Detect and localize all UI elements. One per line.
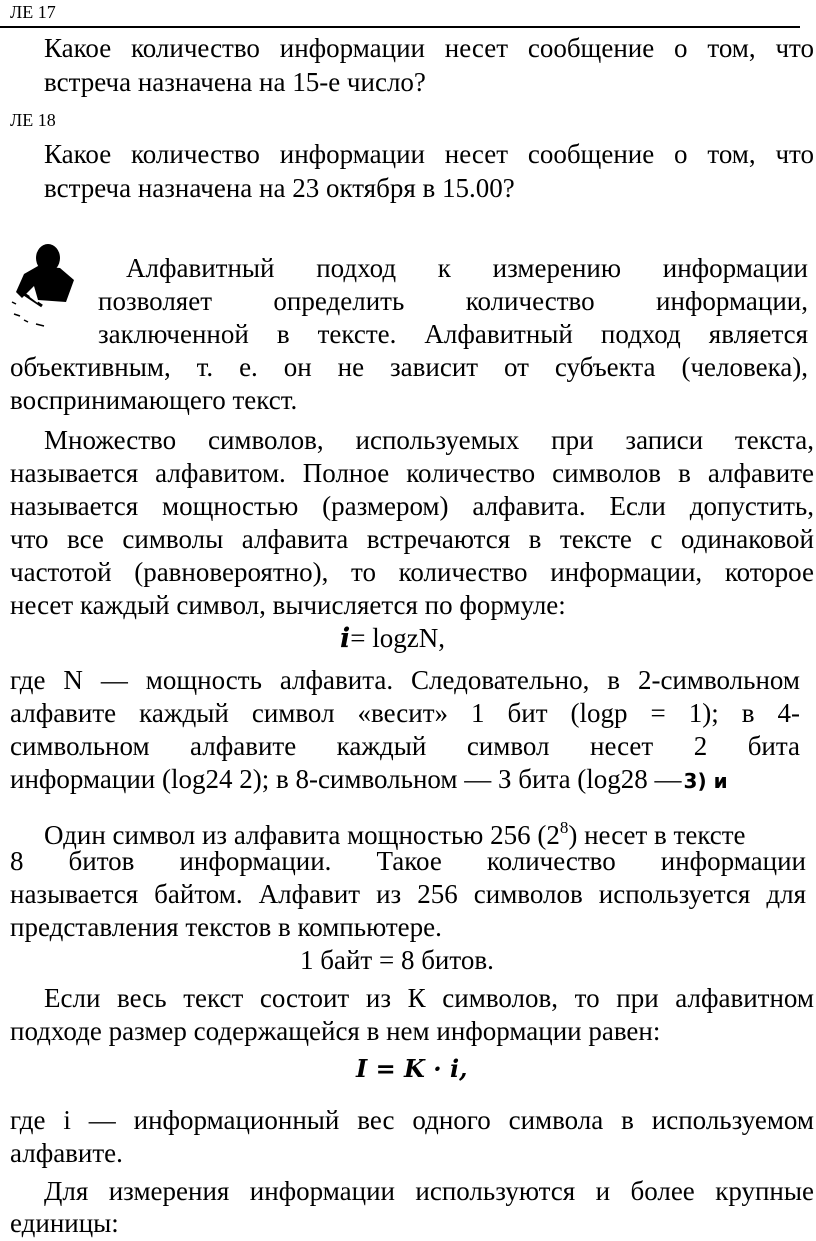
para-byte-line1-pre: Один символ из алфавита мощностью 256 (2	[44, 820, 560, 850]
para-i-line2: алфавите.	[10, 1138, 123, 1168]
para-byte-line2: 8 битов информации. Такое количество информации	[10, 846, 806, 876]
le17-question-line2: встреча назначена на 15-е число?	[44, 67, 426, 97]
formula-information-per-symbol	[340, 622, 445, 655]
person-writing-icon	[8, 240, 80, 332]
le17-question-line1: Какое количество информации несет сообщение о том, что	[44, 33, 814, 63]
para-byte-line1-post: ) несет в тексте	[568, 820, 746, 850]
alphabet-intro-line5: воспринимающего текст.	[10, 385, 298, 415]
para-set-line1: Множество символов, используемых при записи текста,	[44, 425, 814, 455]
formula-var-i: i	[340, 623, 351, 654]
para-where-line2: алфавите каждый символ «весит» 1 бит (logp = 1); в 4-	[10, 698, 800, 728]
para-byte-line3: называется байтом. Алфавит из 256 символов используется для	[10, 879, 806, 909]
para-k-line2: подходе размер содержащейся в нем информации равен:	[10, 1016, 661, 1046]
le17-label: ЛЕ 17	[10, 2, 56, 22]
header-rule	[0, 26, 800, 28]
para-where-line4-main: информации (log24 2); в 8-символьном — З бита (log28 —	[10, 764, 682, 794]
alphabet-intro-line4: объективным, т. е. он не зависит от субъекта (человека),	[10, 352, 808, 382]
para-set-line2: называется алфавитом. Полное количество символов в алфавите	[10, 458, 814, 488]
para-units-line2: единицы:	[10, 1208, 119, 1238]
para-byte-line4: представления текстов в компьютере.	[10, 912, 442, 942]
para-set-line4: что все символы алфавита встречаются в тексте с одинаковой	[10, 524, 814, 554]
para-set-line6: несет каждый символ, вычисляется по формуле:	[10, 590, 566, 620]
formula-total-information: I = K · i,	[356, 1054, 468, 1083]
le18-label: ЛЕ 18	[10, 110, 56, 130]
formula-rest: = logzN,	[350, 623, 445, 653]
para-where-line1: где N — мощность алфавита. Следовательно, в 2-символьном	[10, 665, 800, 695]
para-set-line5: частотой (равновероятно), то количество информации, которое	[10, 557, 814, 587]
alphabet-intro-line3: заключенной в тексте. Алфавитный подход является	[98, 319, 808, 349]
para-i-line1: где i — информационный вес одного символа в используемом	[10, 1105, 814, 1135]
le18-question-line1: Какое количество информации несет сообщение о том, что	[44, 139, 814, 169]
para-where-line3: символьном алфавите каждый символ несет 2 бита	[10, 731, 800, 761]
para-units-line1: Для измерения информации используются и более крупные	[44, 1176, 814, 1206]
para-set-line3: называется мощностью (размером) алфавита. Если допустить,	[10, 491, 814, 521]
para-k-line1: Если весь текст состоит из К символов, то при алфавитном	[44, 983, 814, 1013]
para-where-line4-tail: 3) и	[683, 769, 728, 793]
para-byte-line1-sup: 8	[559, 818, 569, 837]
le18-question-line2: встреча назначена на 23 октября в 15.00?	[44, 173, 515, 203]
alphabet-intro-line1: Алфавитный подход к измерению информации	[126, 253, 808, 283]
para-where-line4	[10, 763, 728, 797]
byte-equation: 1 байт = 8 битов.	[300, 945, 494, 975]
alphabet-intro-line2: позволяет определить количество информации,	[98, 286, 808, 316]
